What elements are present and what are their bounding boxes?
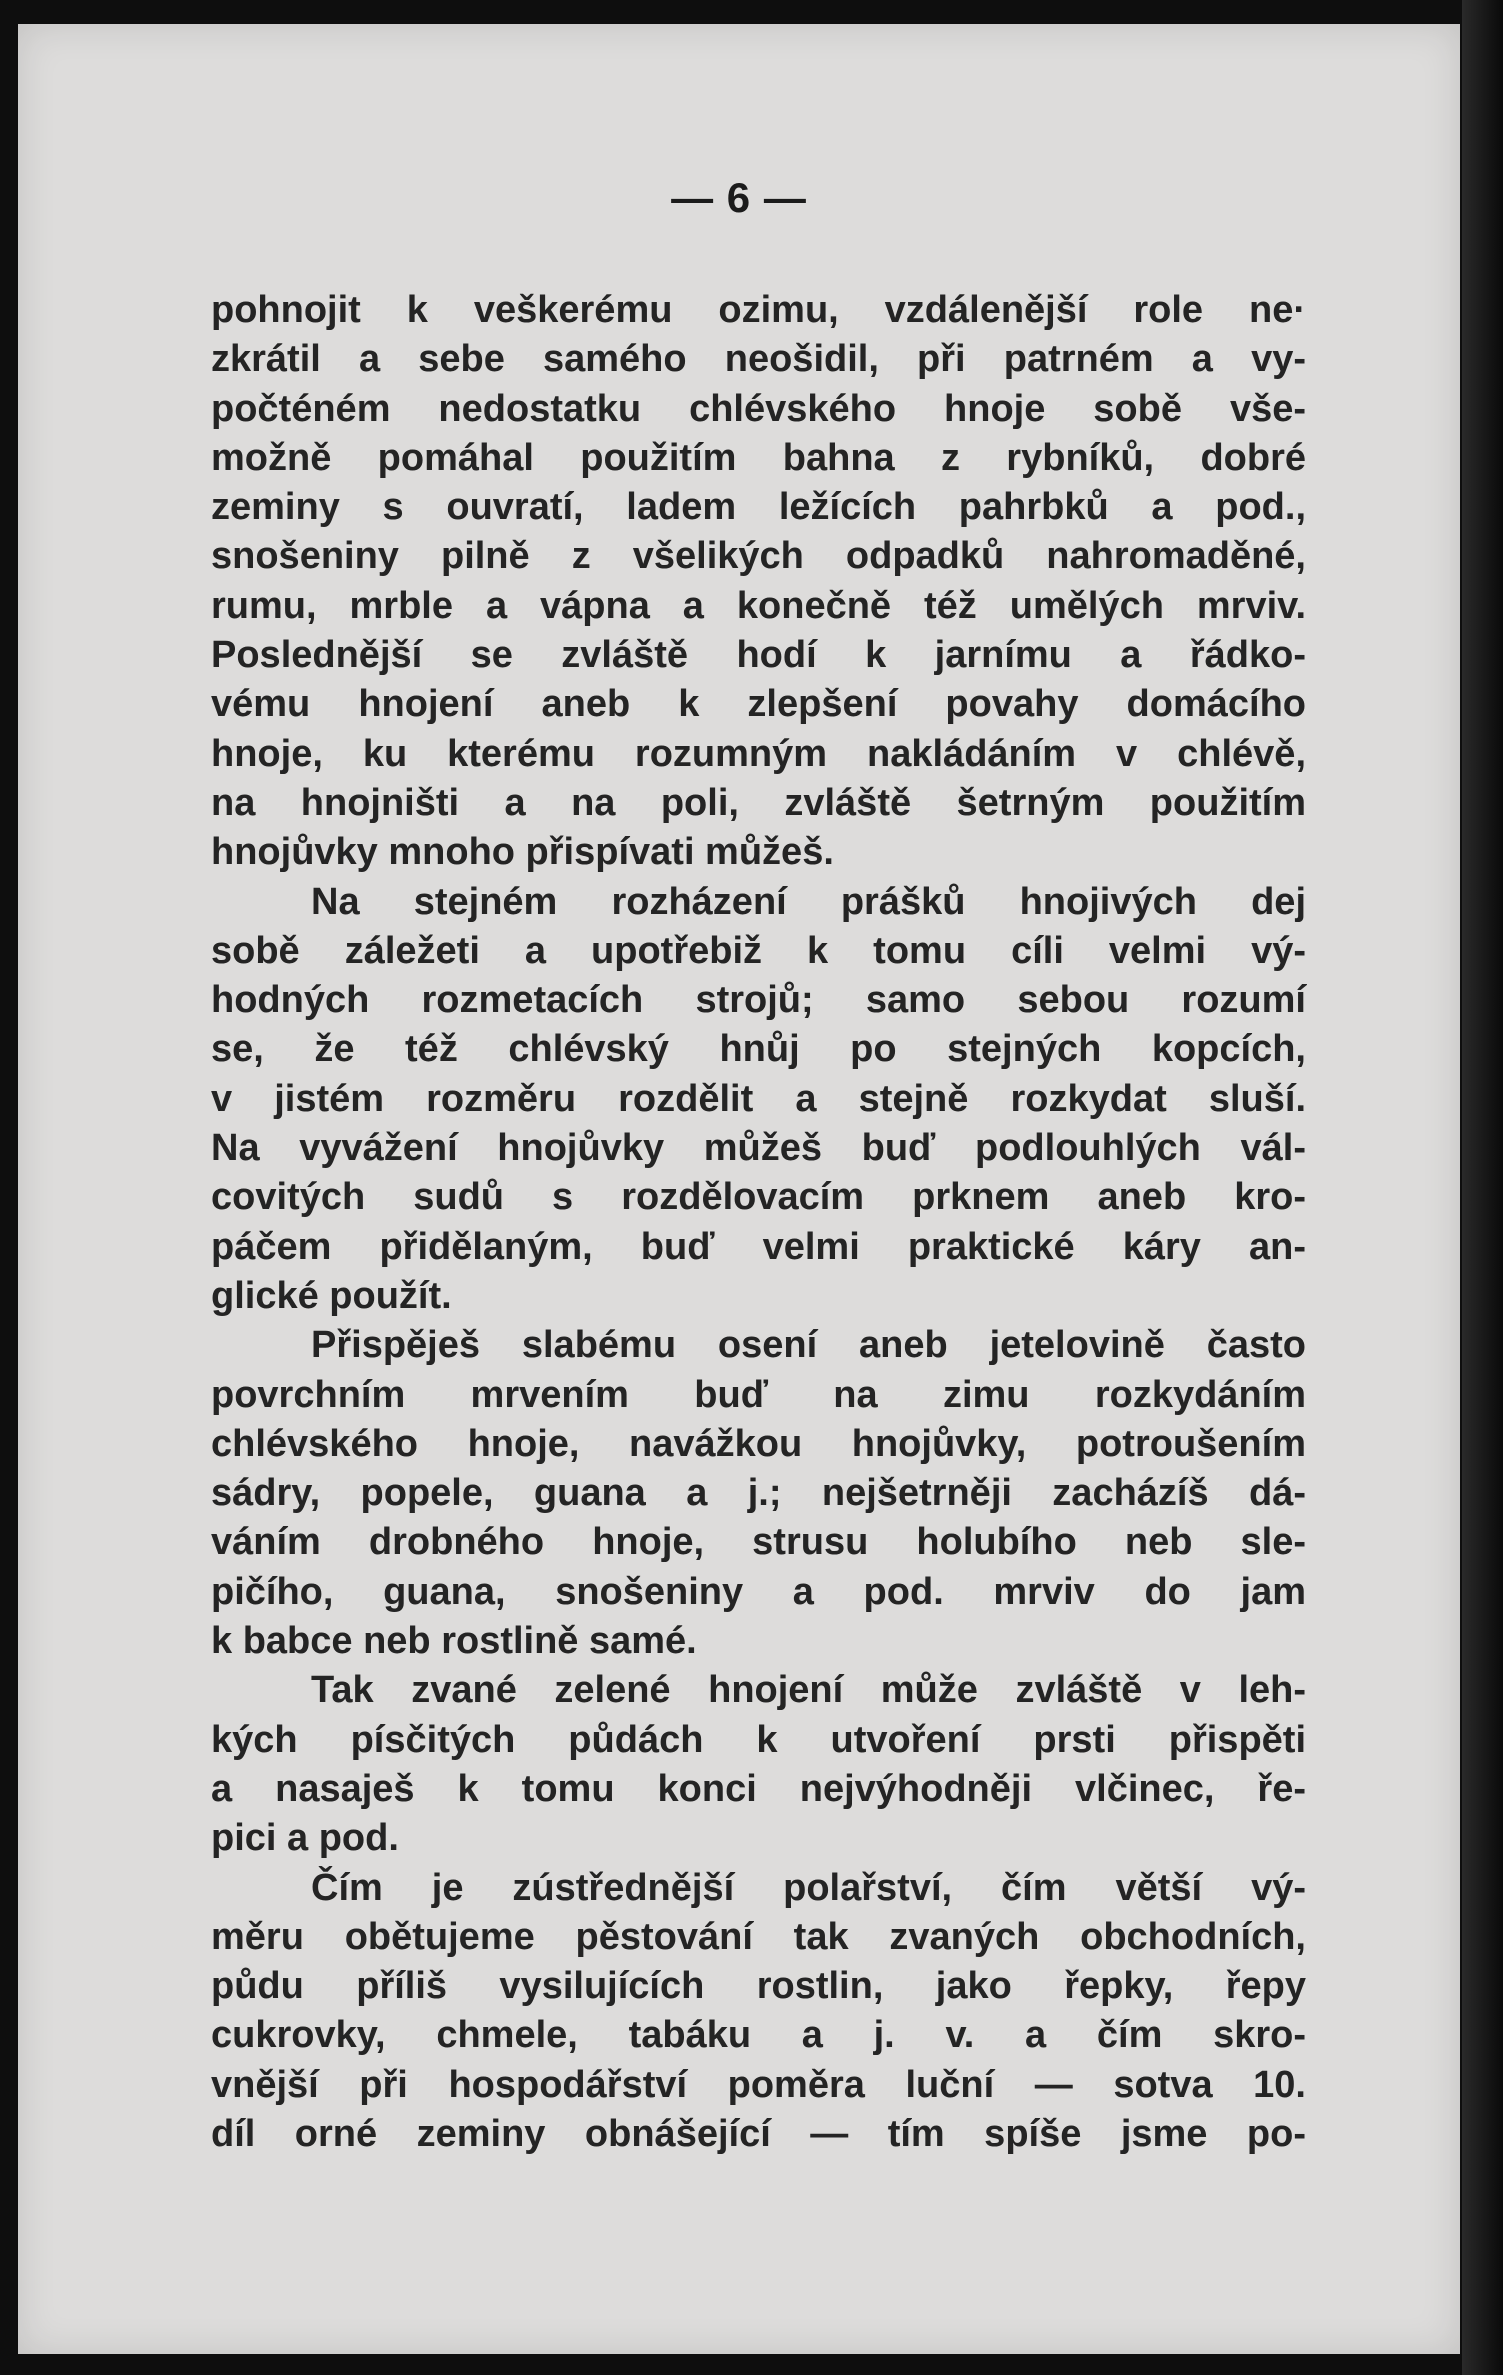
text-line: Na stejném rozházení prášků hnojivých dej	[311, 880, 1306, 923]
text-line: Přispěješ slabému osení aneb jetelovině často	[311, 1324, 1306, 1367]
text-line: hodných rozmetacích strojů; samo sebou rozumí	[211, 979, 1306, 1022]
text-line: díl orné zeminy obnášející — tím spíše jsme po-	[211, 2112, 1306, 2155]
page-number: — 6 —	[671, 174, 807, 221]
book-spine	[1462, 0, 1503, 2375]
text-line: půdu příliš vysilujících rostlin, jako řepky, řepy	[211, 1965, 1306, 2008]
text-line: chlévského hnoje, navážkou hnojůvky, potroušením	[211, 1422, 1306, 1465]
text-line: Poslednější se zvláště hodí k jarnímu a řádko-	[211, 634, 1306, 677]
text-line: pičího, guana, snošeniny a pod. mrviv do jam	[211, 1570, 1306, 1613]
text-line: měru obětujeme pěstování tak zvaných obchodních,	[211, 1915, 1306, 1958]
text-line: zeminy s ouvratí, ladem ležících pahrbků a pod.,	[211, 486, 1306, 529]
text-line: glické použít.	[211, 1274, 452, 1317]
text-line: kých písčitých půdách k utvoření prsti přispěti	[211, 1718, 1306, 1761]
text-line: možně pomáhal použitím bahna z rybníků, dobré	[211, 436, 1306, 479]
book-page	[18, 24, 1460, 2354]
text-line: hnoje, ku kterému rozumným nakládáním v chlévě,	[211, 732, 1306, 775]
text-line: Na vyvážení hnojůvky můžeš buď podlouhlých vál-	[211, 1127, 1306, 1170]
text-line: cukrovky, chmele, tabáku a j. v. a čím skro-	[211, 2014, 1306, 2057]
text-line: vému hnojení aneb k zlepšení povahy domácího	[211, 683, 1306, 726]
text-line: a nasaješ k tomu konci nejvýhodněji vlčinec, ře-	[211, 1767, 1306, 1810]
text-line: pohnojit k veškerému ozimu, vzdálenější role ne·	[211, 289, 1306, 331]
text-line: se, že též chlévský hnůj po stejných kopcích,	[211, 1028, 1306, 1071]
text-line: Čím je zústřednější polařství, čím větší vý-	[311, 1866, 1306, 1909]
text-line: zkrátil a sebe samého neošidil, při patrném a vy-	[211, 338, 1306, 381]
text-line: hnojůvky mnoho přispívati můžeš.	[211, 831, 834, 874]
text-line: na hnojništi a na poli, zvláště šetrným použitím	[211, 781, 1306, 824]
text-line: počténém nedostatku chlévského hnoje sobě vše-	[211, 387, 1306, 430]
text-line: sobě záležeti a upotřebiž k tomu cíli velmi vý-	[211, 929, 1306, 972]
body-text	[211, 286, 1306, 2159]
text-line: sádry, popele, guana a j.; nejšetrněji zacházíš dá-	[211, 1472, 1306, 1515]
text-line: snošeniny pilně z všelikých odpadků nahromaděné,	[211, 535, 1306, 578]
text-line: pici a pod.	[211, 1817, 399, 1860]
text-line: Tak zvané zelené hnojení může zvláště v leh-	[311, 1669, 1306, 1712]
text-line: povrchním mrvením buď na zimu rozkydáním	[211, 1373, 1306, 1416]
text-line: vnější při hospodářství poměra luční — sotva 10.	[211, 2063, 1306, 2106]
text-line: covitých sudů s rozdělovacím prknem aneb kro-	[211, 1176, 1306, 1219]
text-line: k babce neb rostlině samé.	[211, 1620, 697, 1663]
text-line: páčem přidělaným, buď velmi praktické káry an-	[211, 1225, 1306, 1268]
text-line: váním drobného hnoje, strusu holubího neb sle-	[211, 1521, 1306, 1564]
text-line: v jistém rozměru rozdělit a stejně rozkydat sluší.	[211, 1077, 1306, 1120]
text-line: rumu, mrble a vápna a konečně též umělých mrviv.	[211, 584, 1306, 627]
